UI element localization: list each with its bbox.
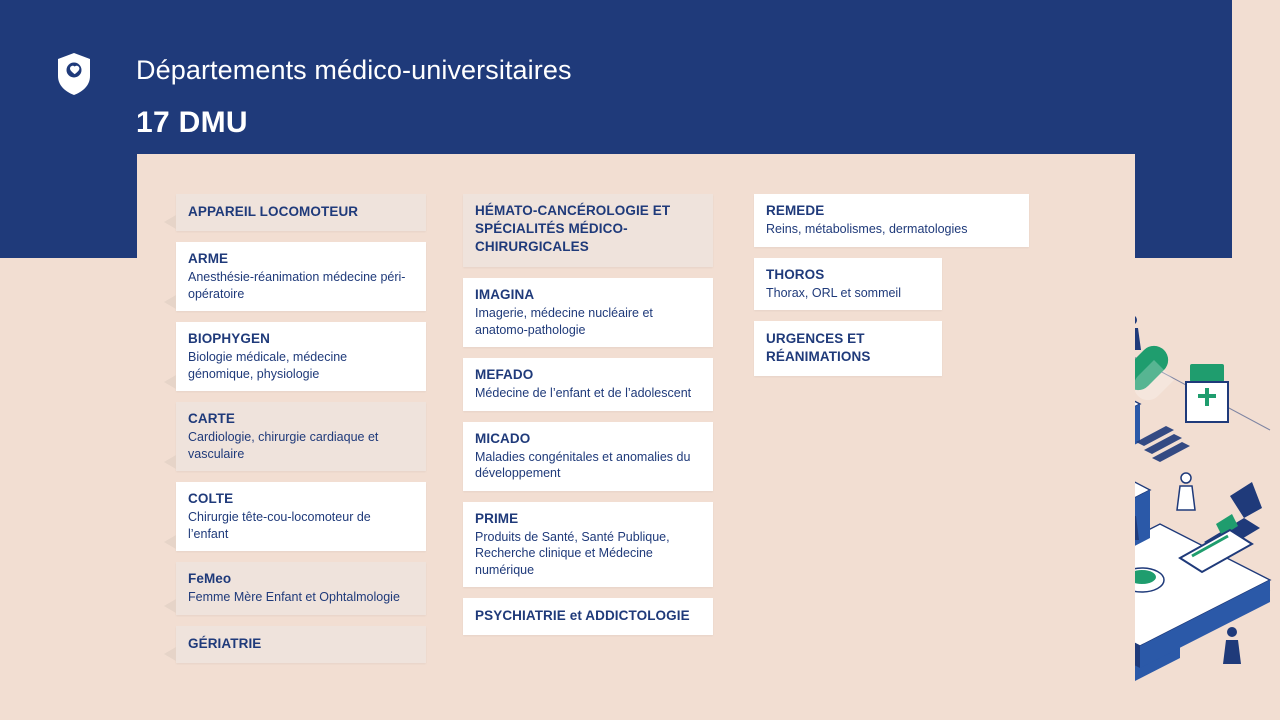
dmu-card-name: PRIME <box>475 510 519 526</box>
dmu-card-desc: Chirurgie tête-cou-locomoteur de l’enfant <box>188 510 371 541</box>
dmu-card-desc: Thorax, ORL et sommeil <box>766 285 901 300</box>
dmu-card-carte[interactable] <box>176 402 426 471</box>
dmu-card-micado[interactable] <box>463 422 713 491</box>
dmu-card-name: URGENCES ET RÉANIMATIONS <box>766 331 871 364</box>
dmu-card-biophygen[interactable] <box>176 322 426 391</box>
dmu-card-name: PSYCHIATRIE et ADDICTOLOGIE <box>475 608 690 623</box>
dmu-card-desc: Maladies congénitales et anomalies du développement <box>475 449 691 480</box>
dmu-card-remede[interactable] <box>754 194 1029 247</box>
dmu-card-desc: Cardiologie, chirurgie cardiaque et vasculaire <box>188 430 379 461</box>
shield-heart-icon <box>56 52 92 96</box>
dmu-card-geriatrie[interactable] <box>176 626 426 663</box>
dmu-card-desc: Produits de Santé, Santé Publique, Recherche clinique et Médecine numérique <box>475 529 670 577</box>
dmu-card-name: BIOPHYGEN <box>188 331 270 346</box>
dmu-card-hemato-cancerologie[interactable] <box>463 194 713 267</box>
column-3 <box>754 194 1029 387</box>
dmu-card-name: REMEDE <box>766 203 825 218</box>
page-subtitle: 17 DMU <box>136 106 248 139</box>
dmu-card-desc: Reins, métabolismes, dermatologies <box>766 222 968 236</box>
dmu-card-femeo[interactable] <box>176 562 426 615</box>
dmu-card-psychiatrie-addictologie[interactable] <box>463 598 713 635</box>
column-2 <box>463 194 713 646</box>
dmu-card-urgences-reanimations[interactable] <box>754 321 942 376</box>
dmu-card-name: FeMeo <box>188 571 232 586</box>
medicine-bottle-icon <box>1186 364 1228 422</box>
dmu-card-prime[interactable] <box>463 502 713 588</box>
dmu-card-name: ARME <box>188 251 229 266</box>
dmu-card-name: THOROS <box>766 266 825 282</box>
microscope-icon <box>1204 482 1262 552</box>
dmu-card-name: MEFADO <box>475 367 534 382</box>
dmu-card-desc: Anesthésie-réanimation médecine péri-opératoire <box>188 270 406 301</box>
dmu-card-desc: Médecine de l’enfant et de l’adolescent <box>475 386 692 400</box>
dmu-card-appareil-locomoteur[interactable] <box>176 194 426 231</box>
dmu-card-arme[interactable] <box>176 242 426 311</box>
dmu-card-name: COLTE <box>188 491 234 506</box>
page-title: Départements médico-universitaires <box>136 55 572 85</box>
dmu-card-desc: Femme Mère Enfant et Ophtalmologie <box>188 590 400 604</box>
tablet-icon <box>1180 530 1252 572</box>
dmu-card-name: HÉMATO-CANCÉROLOGIE ET SPÉCIALITÉS MÉDICO-CHIRURGICALES <box>475 203 671 254</box>
dmu-card-name: GÉRIATRIE <box>188 635 262 651</box>
dmu-card-desc: Imagerie, médecine nucléaire et anatomo-pathologie <box>475 306 653 337</box>
dmu-card-imagina[interactable] <box>463 278 713 347</box>
dmu-card-name: APPAREIL LOCOMOTEUR <box>188 204 359 219</box>
dmu-card-colte[interactable] <box>176 482 426 551</box>
dmu-card-mefado[interactable] <box>463 358 713 411</box>
dmu-card-desc: Biologie médicale, médecine génomique, physiologie <box>188 350 348 381</box>
dmu-card-name: IMAGINA <box>475 287 535 302</box>
dmu-card-name: MICADO <box>475 430 531 446</box>
dmu-panel <box>137 154 1135 720</box>
dmu-card-thoros[interactable] <box>754 258 942 311</box>
header-text-block <box>136 50 572 144</box>
column-1 <box>176 194 426 674</box>
dmu-card-name: CARTE <box>188 411 235 426</box>
